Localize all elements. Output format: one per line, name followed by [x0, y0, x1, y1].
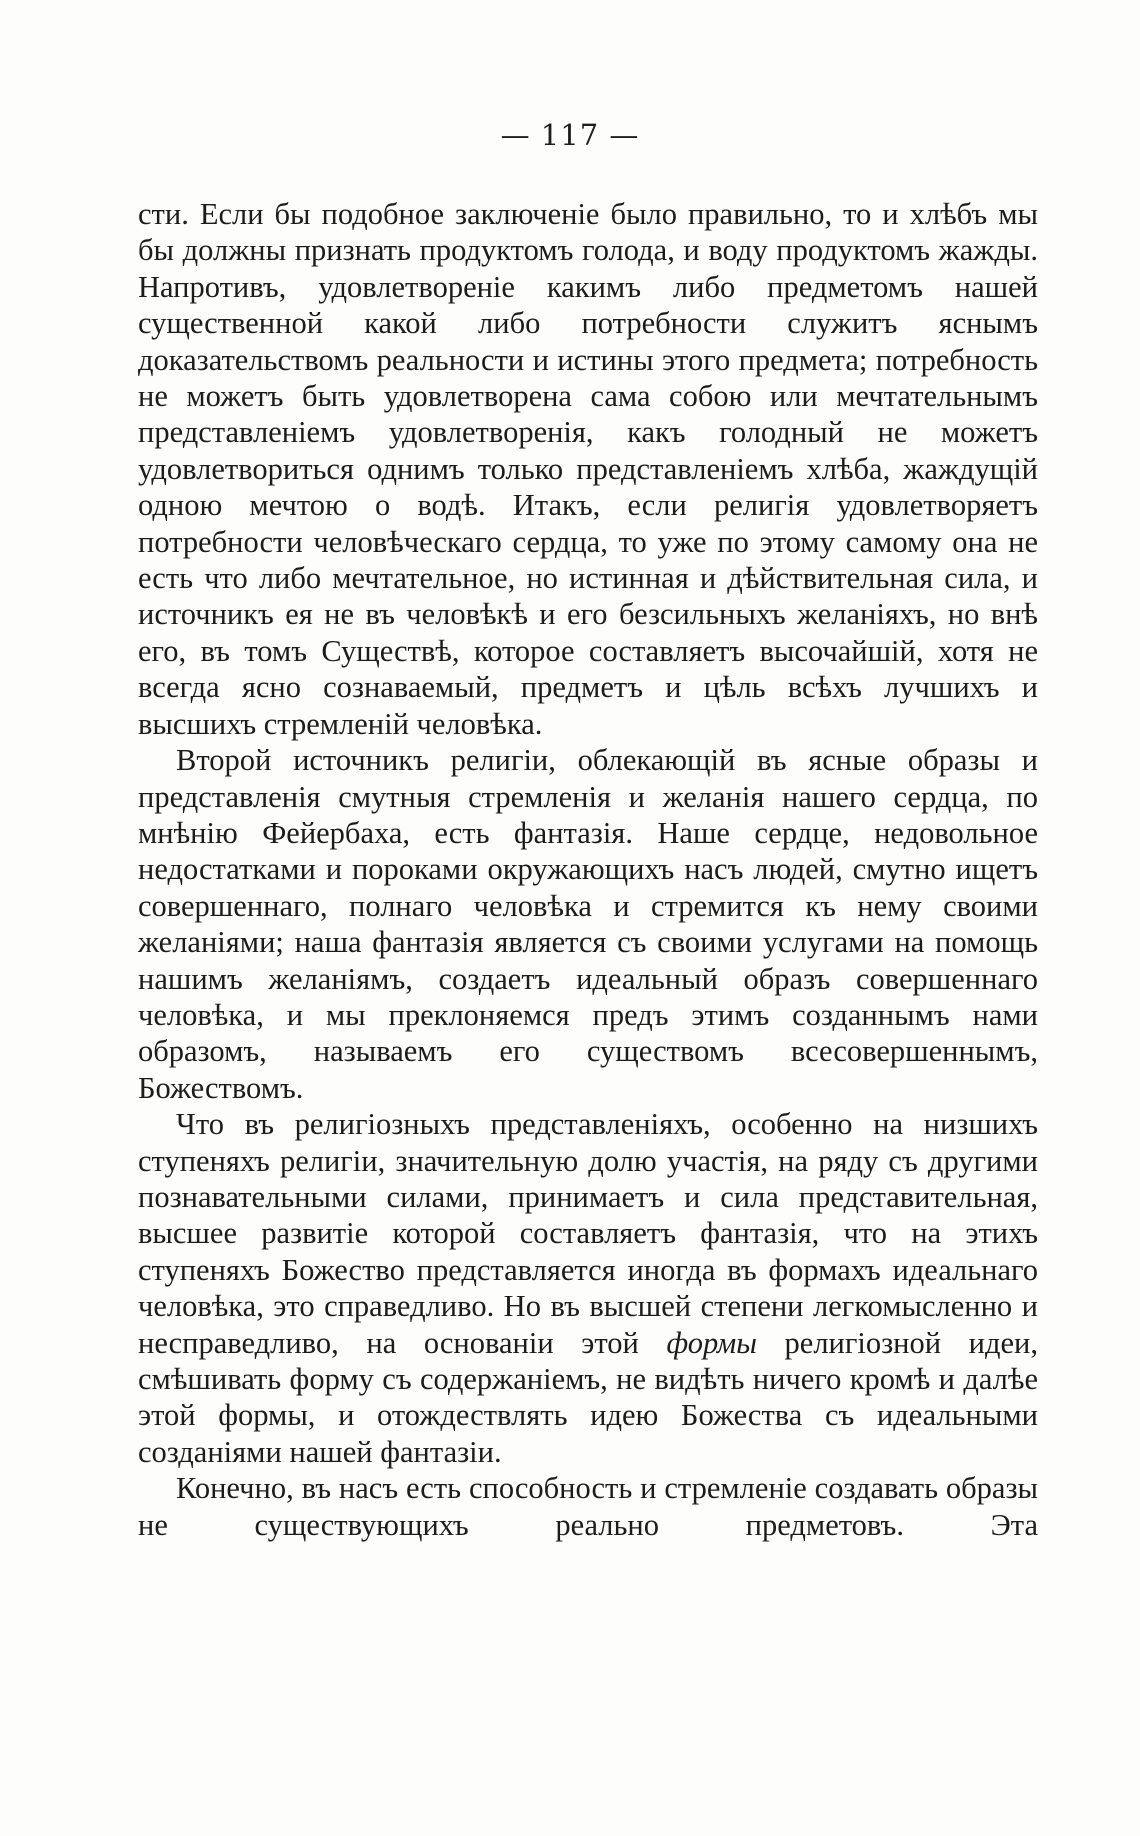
paragraph-1-text: сти. Если бы подобное заключеніе было правильно, то и хлѣбъ мы бы должны признать продуктомъ голода, и воду продуктомъ жажды. Напротивъ, удовлетвореніе какимъ либо предметомъ нашей существенной какой либо потребности служитъ яснымъ доказательствомъ реальности и истины этого предмета; потребность не можетъ быть удовлетворена сама собою или мечтательнымъ представленіемъ удовлетворенія, какъ голодный не можетъ удовлетвориться однимъ только представленіемъ хлѣба, жаждущій одною мечтою о водѣ. Итакъ, если религія удовлетворяетъ потребности человѣческаго сердца, то уже по этому самому она не есть что либо мечтательное, но истинная и дѣйствительная сила, и источникъ ея не въ человѣкѣ и его безсильныхъ желаніяхъ, но внѣ его, въ томъ Существѣ, которое составляетъ высочайшій, хотя не всегда ясно сознаваемый, предметъ и цѣль всѣхъ лучшихъ и высшихъ стремленій человѣка.	[138, 197, 1038, 741]
body-text	[138, 196, 1038, 1543]
paragraph-3-text-end: религіозной идеи, смѣшивать форму съ содержаніемъ, не видѣть ничего кромѣ и далѣе этой формы, и отождествлять идею Божества съ идеальными созданіями нашей фантазіи.	[138, 1325, 1038, 1469]
paragraph-3-text-start: Что въ религіозныхъ представленіяхъ, особенно на низшихъ ступеняхъ религіи, значительную долю участія, на ряду съ другими познавательными силами, принимаетъ и сила представительная, высшее развитіе которой составляетъ фантазія, что на этихъ ступеняхъ Божество представляется иногда въ формахъ идеальнаго человѣка, это справедливо. Но въ высшей степени легкомысленно и несправедливо, на основаніи этой	[138, 1107, 1038, 1360]
emphasized-word-formy: формы	[666, 1325, 757, 1360]
paragraph-4-text: Конечно, въ насъ есть способность и стремленіе создавать образы не существующихъ реально предметовъ. Эта	[138, 1471, 1038, 1542]
paragraph-4	[138, 1470, 1038, 1543]
paragraph-3	[138, 1106, 1038, 1470]
paragraph-2	[138, 742, 1038, 1106]
paragraph-2-text: Второй источникъ религіи, облекающій въ ясные образы и представленія смутныя стремленія и желанія нашего сердца, по мнѣнію Фейербаха, есть фантазія. Наше сердце, недовольное недостатками и пороками окружающихъ насъ людей, смутно ищетъ совершеннаго, полнаго человѣка и стремится къ нему своими желаніями; наша фантазія является съ своими услугами на помощь нашимъ желаніямъ, создаетъ идеальный образъ совершеннаго человѣка, и мы преклоняемся предъ этимъ созданнымъ нами образомъ, называемъ его существомъ всесовершеннымъ, Божествомъ.	[138, 743, 1038, 1105]
paragraph-1	[138, 196, 1038, 742]
page-number: — 117 —	[500, 118, 640, 152]
